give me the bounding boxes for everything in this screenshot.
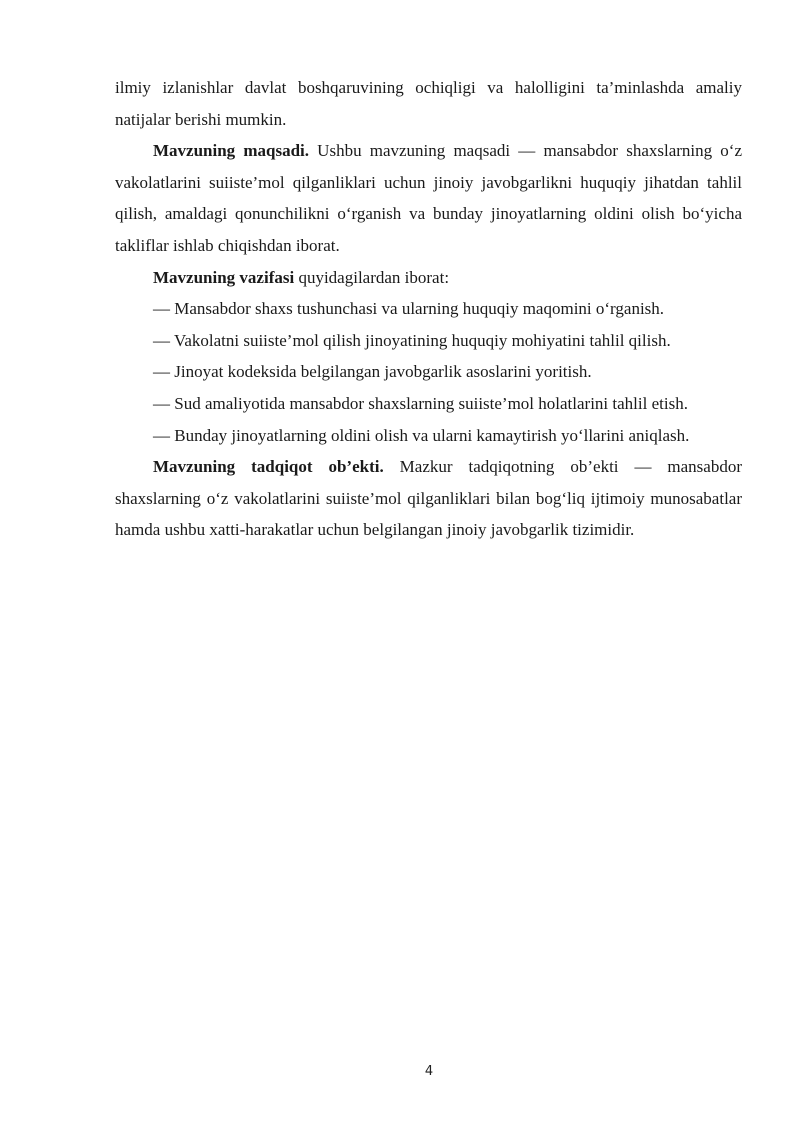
task-item: — Sud amaliyotida mansabdor shaxslarning suiiste’mol holatlarini tahlil etish. [153,393,688,413]
purpose-text: Ushbu mavzuning maqsadi — mansabdor shaxslarning o‘z vakolatlarini suiiste’mol qilganliklari uchun jinoiy javobgarlikni huquqiy jihatdan tahlil qilish, amaldagi qonunchilikni o‘rganish va bunday jinoyatlarning oldini olish bo‘yicha takliflar ishlab chiqishdan iborat. [115,141,743,255]
purpose-heading: Mavzuning maqsadi. [153,141,310,161]
paragraph-continuation: ilmiy izlanishlar davlat boshqaruvining ochiqligi va halolligini ta’minlashda amaliy natijalar berishi mumkin. [115,78,742,129]
document-body [115,72,742,546]
object-text: Mazkur tadqiqotning ob’ekti — mansabdor shaxslarning o‘z vakolatlarini suiiste’mol qilganliklari bilan bog‘liq ijtimoiy munosabatlar hamda ushbu xatti-harakatlar uchun belgilangan jinoiy javobgarlik tizimidir. [115,457,742,540]
tasks-paragraph [115,262,742,294]
tasks-text: quyidagilardan iborat: [294,267,450,287]
page-number: 4 [424,1064,434,1079]
task-item: — Bunday jinoyatlarning oldini olish va ularni kamaytirish yo‘llarini aniqlash. [153,425,690,445]
object-paragraph [115,451,742,546]
object-heading: Mavzuning tadqiqot ob’ekti. [153,457,384,477]
task-item: — Mansabdor shaxs tushunchasi va ularning huquqiy maqomini o‘rganish. [153,299,665,319]
task-item: — Jinoyat kodeksida belgilangan javobgarlik asoslarini yoritish. [153,362,592,382]
tasks-heading: Mavzuning vazifasi [153,267,295,287]
purpose-paragraph [115,135,742,261]
task-item: — Vakolatni suiiste’mol qilish jinoyatining huquqiy mohiyatini tahlil qilish. [153,330,671,350]
